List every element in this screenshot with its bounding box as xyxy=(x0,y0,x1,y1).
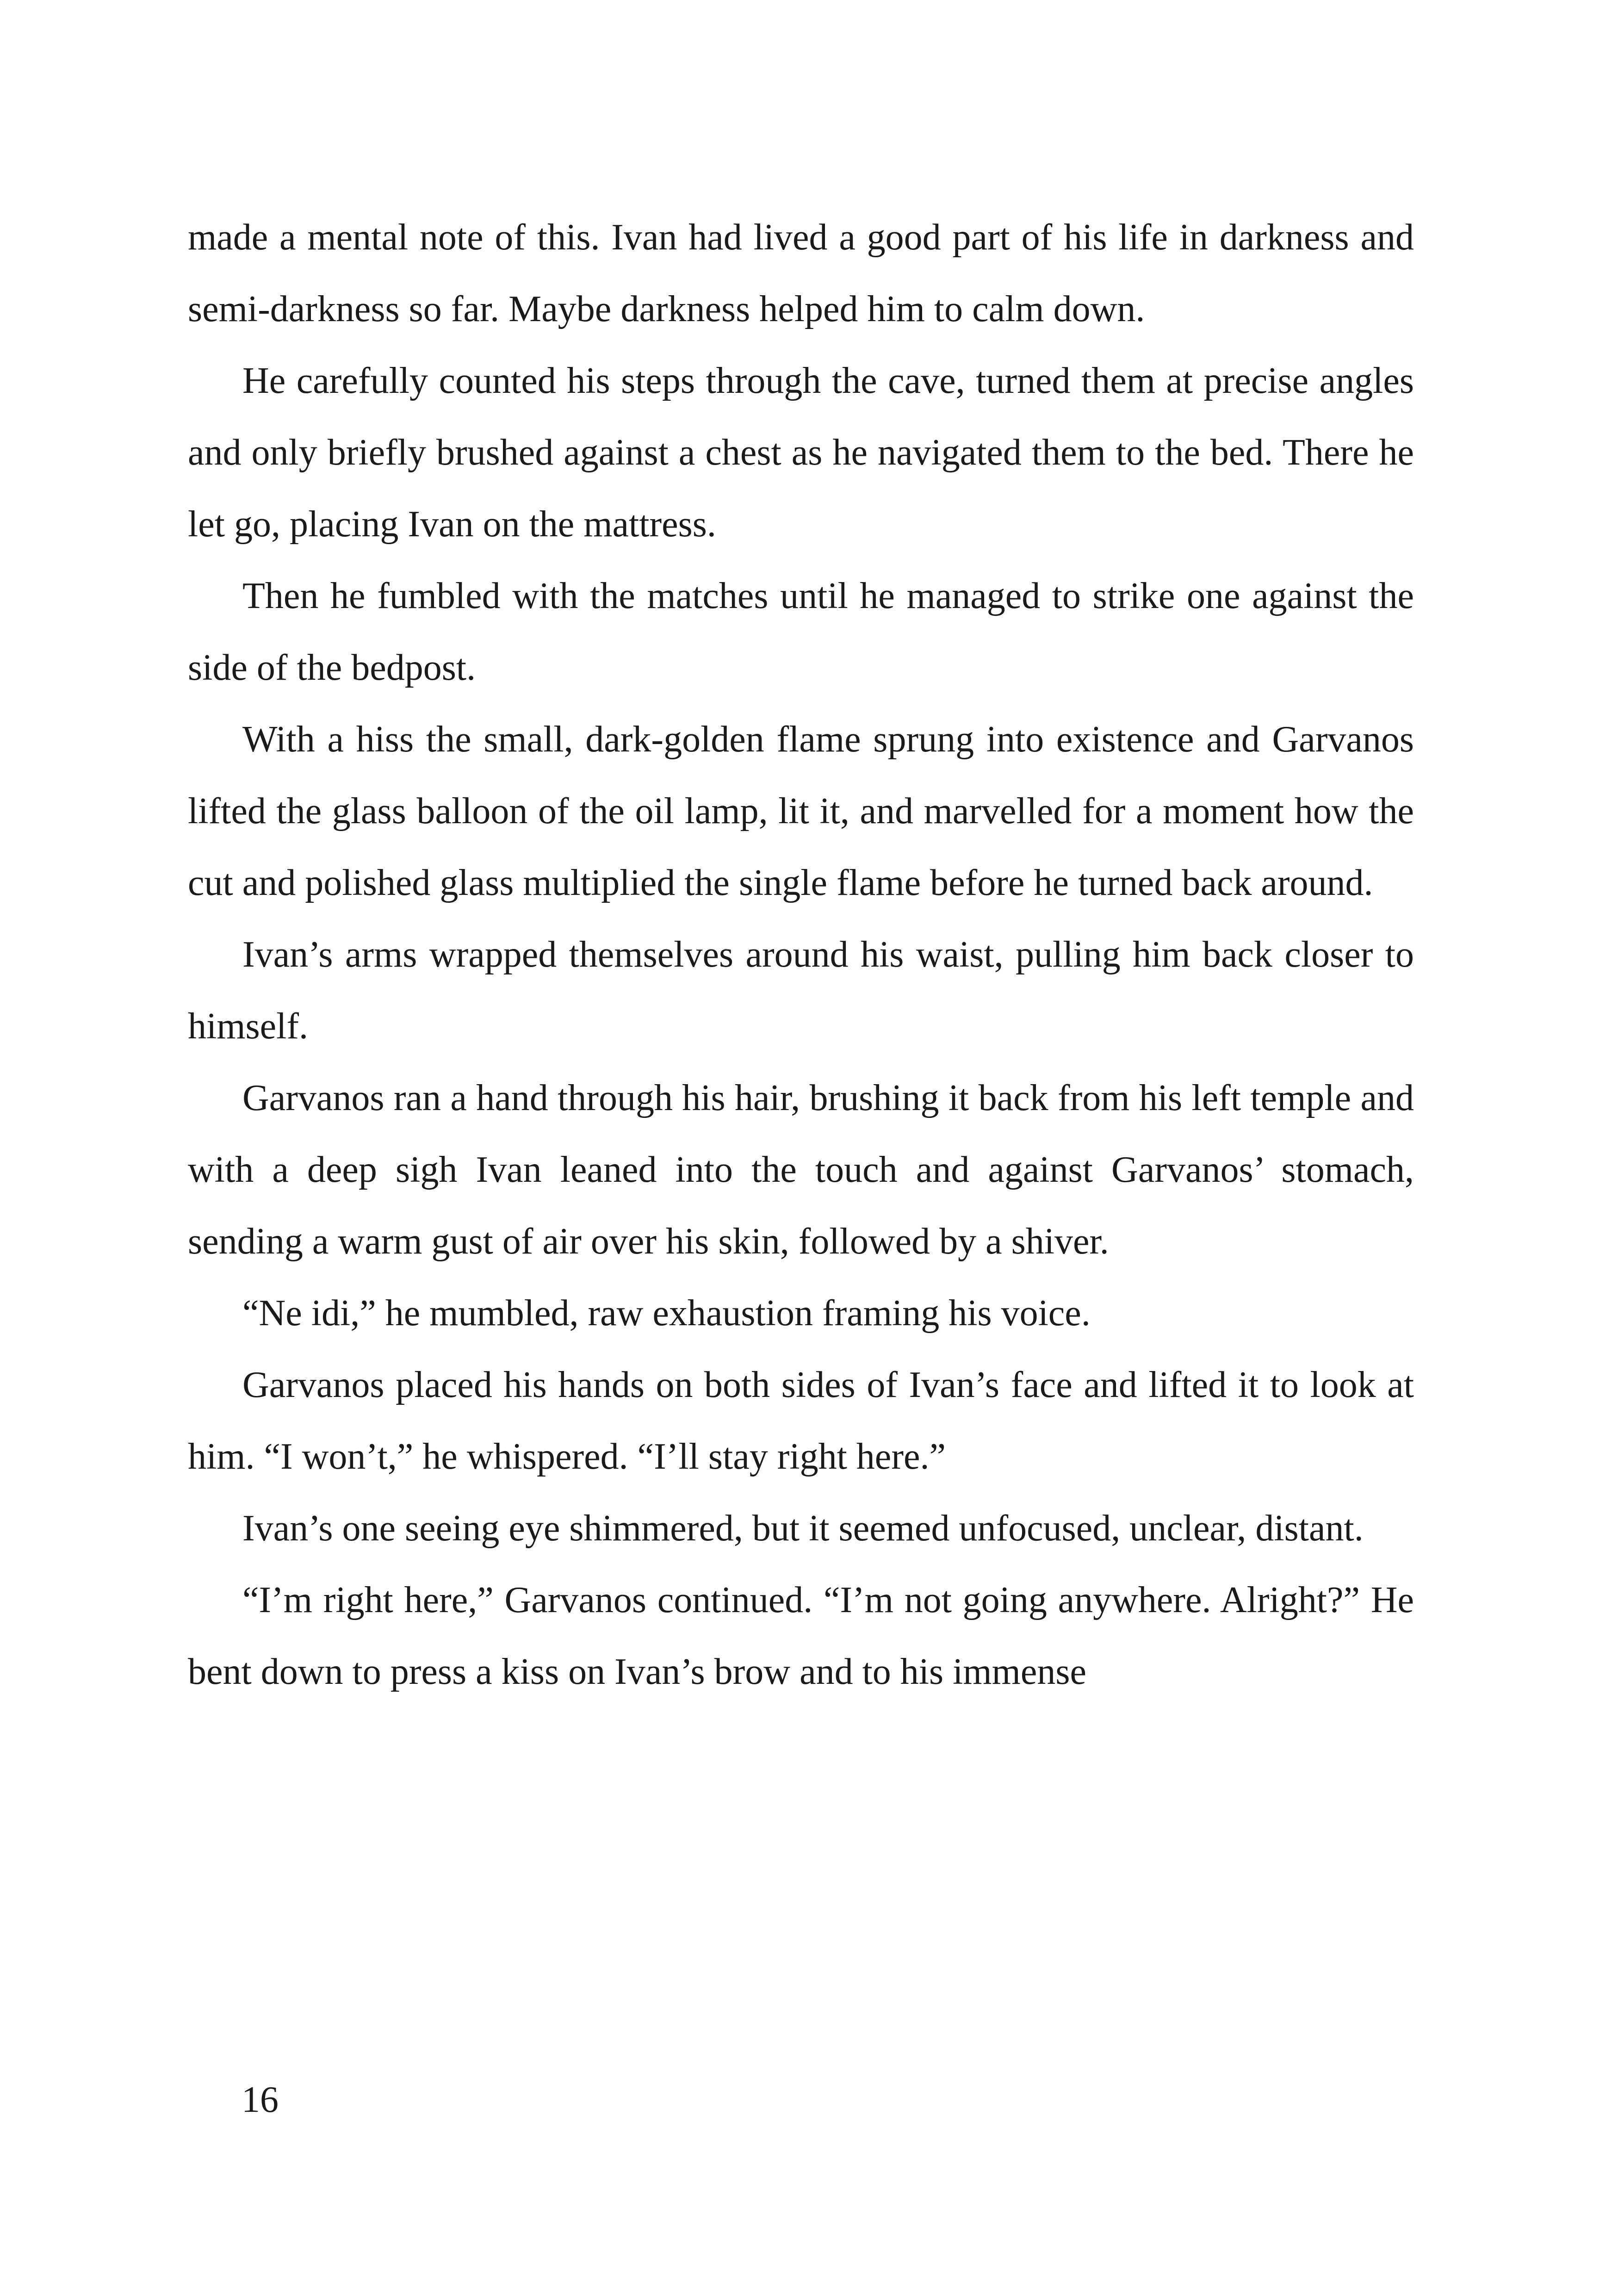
paragraph-7: “Ne idi,” he mumbled, raw exhaustion framing his voice. xyxy=(242,1293,1091,1334)
paragraph-8: Garvanos placed his hands on both sides of Ivan’s face and lifted it to look at him. “I won’t,” he whispered. “I’ll stay right here.” xyxy=(188,1365,1414,1477)
paragraph-10: “I’m right here,” Garvanos continued. “I’m not going anywhere. Alright?” He bent down to press a kiss on Ivan’s brow and to his immense xyxy=(188,1580,1414,1692)
body-text xyxy=(188,202,1414,1708)
paragraph-4: With a hiss the small, dark-golden flame sprung into existence and Garvanos lifted the glass balloon of the oil lamp, lit it, and marvelled for a moment how the cut and polished glass multiplied the single flame before he turned back around. xyxy=(188,719,1414,903)
paragraph-5: Ivan’s arms wrapped themselves around his waist, pulling him back closer to himself. xyxy=(188,934,1414,1047)
page-number: 16 xyxy=(242,2079,279,2120)
paragraph-2: He carefully counted his steps through the cave, turned them at precise angles and only briefly brushed against a chest as he navigated them to the bed. There he let go, placing Ivan on the mattress. xyxy=(188,360,1414,545)
paragraph-9: Ivan’s one seeing eye shimmered, but it seemed unfocused, unclear, distant. xyxy=(242,1508,1364,1549)
paragraph-6: Garvanos ran a hand through his hair, brushing it back from his left temple and with a deep sigh Ivan leaned into the touch and against Garvanos’ stomach, sending a warm gust of air over his skin, followed by a shiver. xyxy=(188,1078,1414,1262)
paragraph-3: Then he fumbled with the matches until he managed to strike one against the side of the bedpost. xyxy=(188,576,1414,688)
paragraph-1: made a mental note of this. Ivan had lived a good part of his life in darkness and semi-darkness so far. Maybe darkness helped him to calm down. xyxy=(188,217,1414,329)
